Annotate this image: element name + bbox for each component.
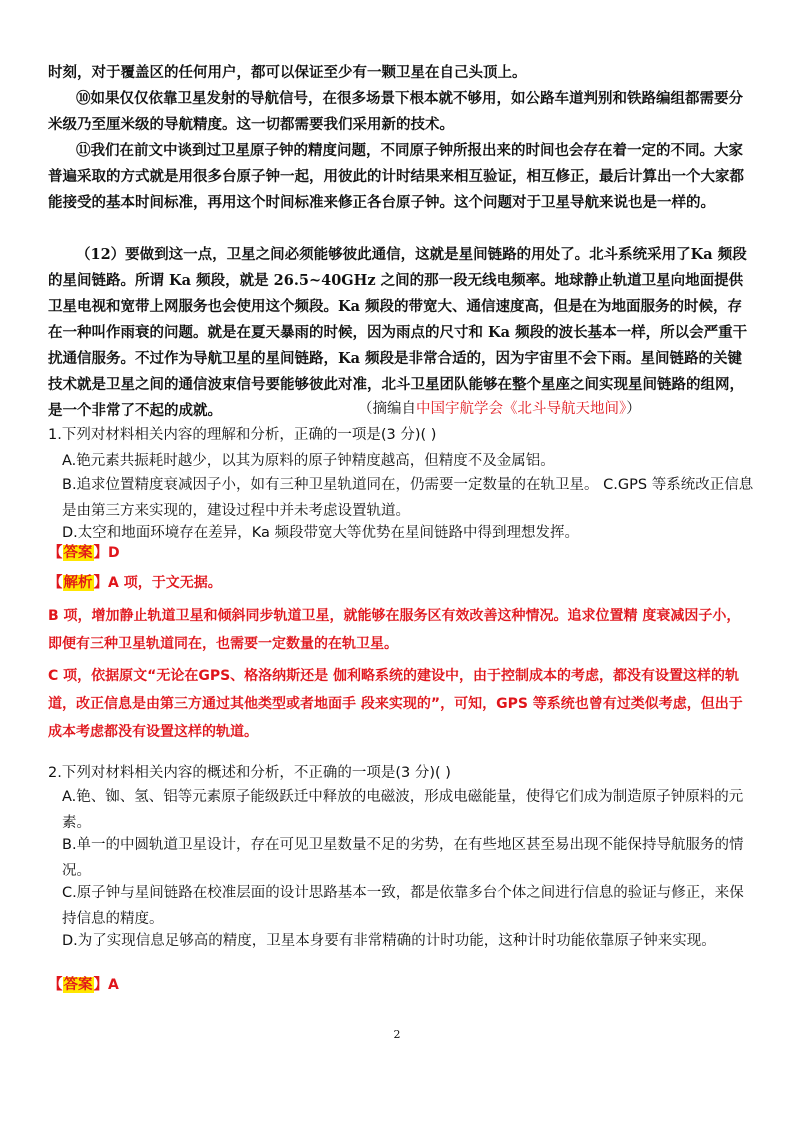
question-1-stem: 1.下列对材料相关内容的理解和分析，正确的一项是(3 分)( ) xyxy=(48,427,437,443)
passage-paragraph-9-tail: 时刻，对于覆盖区的任何用户，都可以保证至少有一颗卫星在自己头顶上。 xyxy=(48,64,527,81)
passage-paragraph-11: ⑪我们在前文中谈到过卫星原子钟的精度问题，不同原子钟所报出来的时间也会存在着一定的不同。大家普遍采取的方式就是用很多台原子钟一起，用彼此的计时结果来相互验证，相互修正，最后计算出一个大家都能接受的基本时间标准，再用这个时间标准来修正各台原子钟。这个问题对于卫星导航来说也是一样的。 xyxy=(48,142,744,211)
question-2-option-c: C.原子钟与星间链路在校准层面的设计思路基本一致，都是依靠多台个体之间进行信息的验证与修正，来保持信息的精度。 xyxy=(62,885,744,927)
source-prefix: （摘编自 xyxy=(358,401,416,417)
analysis-tag: 解析 xyxy=(63,575,93,591)
answer-value: A xyxy=(108,977,119,993)
question-1-analysis-a: 【解析】A 项，于文无据。 xyxy=(48,575,222,591)
question-2-answer: 【答案】A xyxy=(48,977,119,993)
question-2-stem: 2.下列对材料相关内容的概述和分析，不正确的一项是(3 分)( ) xyxy=(48,765,451,781)
analysis-a-text: A 项，于文无据。 xyxy=(108,575,222,591)
answer-tag: 答案 xyxy=(63,977,93,993)
question-1-answer: 【答案】D xyxy=(48,545,120,561)
question-1-option-d: D.太空和地面环境存在差异，Ka 频段带宽大等优势在星间链路中得到理想发挥。 xyxy=(62,525,580,541)
page-number: 2 xyxy=(393,1028,401,1041)
source-title: 中国宇航学会《北斗导航天地间》 xyxy=(416,401,627,417)
question-1-option-a: A.铯元素共振耗时越少，以其为原料的原子钟精度越高，但精度不及金属铝。 xyxy=(62,453,555,469)
question-1-analysis-c: C 项，依据原文“无论在GPS、格洛纳斯还是 伽利略系统的建设中，由于控制成本的考虑，都没有设置这样的轨道，改正信息是由第三方通过其他类型或者地面手 段来实现的”，可知，GPS 等系统也曾有过类似考虑，但出于成本考虑都没有设置这样的轨道。 xyxy=(48,668,743,740)
passage-source xyxy=(358,398,641,420)
question-2-option-d: D.为了实现信息足够高的精度，卫星本身要有非常精确的计时功能，这种计时功能依靠原子钟来实现。 xyxy=(62,933,716,949)
passage-paragraph-10: ⑩如果仅仅依靠卫星发射的导航信号，在很多场景下根本就不够用，如公路车道判别和铁路编组都需要分米级乃至厘米级的导航精度。这一切都需要我们采用新的技术。 xyxy=(48,90,743,133)
question-2-option-b: B.单一的中圆轨道卫星设计，存在可见卫星数量不足的劣势，在有些地区甚至易出现不能保持导航服务的情况。 xyxy=(62,837,744,879)
question-1-analysis-b: B 项，增加静止轨道卫星和倾斜同步轨道卫星，就能够在服务区有效改善这种情况。追求位置精 度衰减因子小，即便有三种卫星轨道同在，也需要一定数量的在轨卫星。 xyxy=(48,608,741,652)
answer-value: D xyxy=(108,545,120,561)
source-suffix: ） xyxy=(626,401,641,417)
question-2-option-a: A.铯、铷、氢、铝等元素原子能级跃迁中释放的电磁波，形成电磁能量，使得它们成为制造原子钟原料的元素。 xyxy=(62,789,744,831)
answer-tag: 答案 xyxy=(63,545,93,561)
question-1-option-b-c: B.追求位置精度衰减因子小，如有三种卫星轨道同在，仍需要一定数量的在轨卫星。 C.GPS 等系统改正信息是由第三方来实现的，建设过程中并未考虑设置轨道。 xyxy=(62,477,754,519)
passage-paragraph-12: （12）要做到这一点，卫星之间必须能够彼此通信，这就是星间链路的用处了。北斗系统采用了Ka 频段的星间链路。所谓 Ka 频段，就是 26.5~40GHz 之间的那一段无线电频率。地球静止轨道卫星向地面提供卫星电视和宽带上网服务也会使用这个频段。Ka 频段的带宽大、通信速度高，但是在为地面服务的时候，存在一种叫作雨衰的问题。就是在夏天暴雨的时候，因为雨点的尺寸和 Ka 频段的波长基本一样，所以会严重干扰通信服务。不过作为导航卫星的星间链路，Ka 频段是非常合适的，因为宇宙里不会下雨。星间链路的关键技术就是卫星之间的通信波束信号要能够彼此对准，北斗卫星团队能够在整个星座之间实现星间链路的组网，是一个非常了不起的成就。 xyxy=(48,246,748,419)
